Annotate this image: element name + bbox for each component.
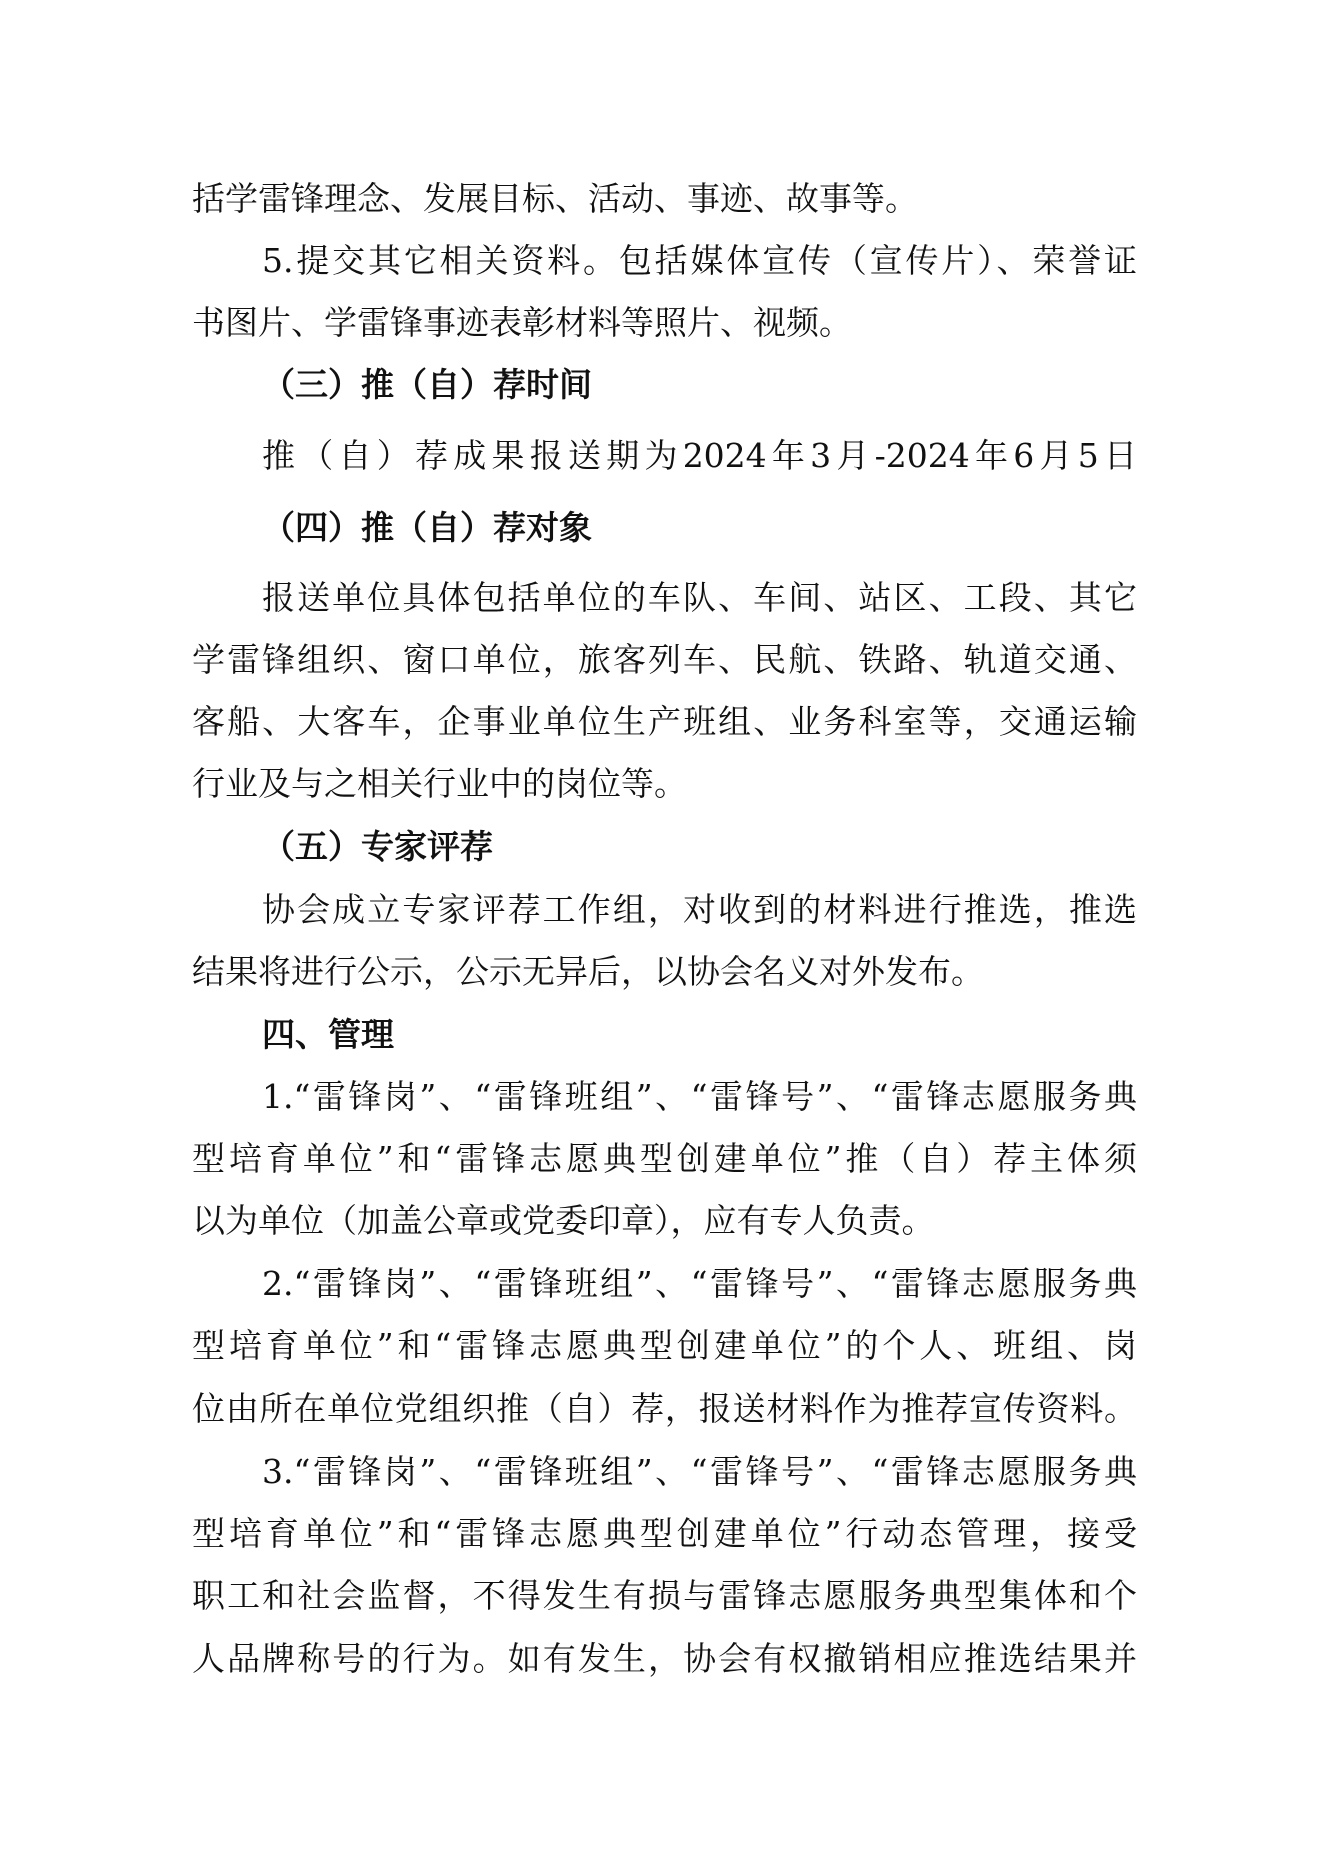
text-line: 括学雷锋理念、发展目标、活动、事迹、故事等。	[192, 179, 918, 218]
text-line: 位由所在单位党组织推（自）荐，报送材料作为推荐宣传资料。	[192, 1389, 1137, 1428]
text-line: 学雷锋组织、窗口单位，旅客列车、民航、铁路、轨道交通、	[192, 640, 1137, 679]
text-line: 型培育单位”和“雷锋志愿典型创建单位”行动态管理，接受	[192, 1514, 1137, 1553]
section-heading: （五）专家评荐	[262, 827, 493, 866]
section-heading: （四）推（自）荐对象	[262, 508, 592, 547]
text-line: 2.“雷锋岗”、“雷锋班组”、“雷锋号”、“雷锋志愿服务典	[262, 1264, 1137, 1303]
text-line: 结果将进行公示，公示无异后，以协会名义对外发布。	[192, 952, 984, 991]
text-line: 协会成立专家评荐工作组，对收到的材料进行推选，推选	[262, 890, 1137, 929]
text-line: 推（自）荐成果报送期为2024年3月-2024年6月5日	[262, 436, 1137, 475]
text-line: 型培育单位”和“雷锋志愿典型创建单位”的个人、班组、岗	[192, 1326, 1137, 1365]
text-line: 职工和社会监督，不得发生有损与雷锋志愿服务典型集体和个	[192, 1576, 1137, 1615]
text-line: 人品牌称号的行为。如有发生，协会有权撤销相应推选结果并	[192, 1639, 1137, 1678]
text-line: 行业及与之相关行业中的岗位等。	[192, 764, 687, 803]
text-line: 报送单位具体包括单位的车队、车间、站区、工段、其它	[262, 578, 1137, 617]
text-line: 1.“雷锋岗”、“雷锋班组”、“雷锋号”、“雷锋志愿服务典	[262, 1077, 1137, 1116]
section-heading: 四、管理	[262, 1015, 394, 1054]
text-line: 5.提交其它相关资料。包括媒体宣传（宣传片）、荣誉证	[262, 241, 1137, 280]
text-line: 书图片、学雷锋事迹表彰材料等照片、视频。	[192, 303, 852, 342]
text-line: 型培育单位”和“雷锋志愿典型创建单位”推（自）荐主体须	[192, 1139, 1137, 1178]
text-line: 以为单位（加盖公章或党委印章），应有专人负责。	[192, 1201, 935, 1240]
text-line: 3.“雷锋岗”、“雷锋班组”、“雷锋号”、“雷锋志愿服务典	[262, 1452, 1137, 1491]
section-heading: （三）推（自）荐时间	[262, 365, 592, 404]
text-line: 客船、大客车，企事业单位生产班组、业务科室等，交通运输	[192, 702, 1137, 741]
